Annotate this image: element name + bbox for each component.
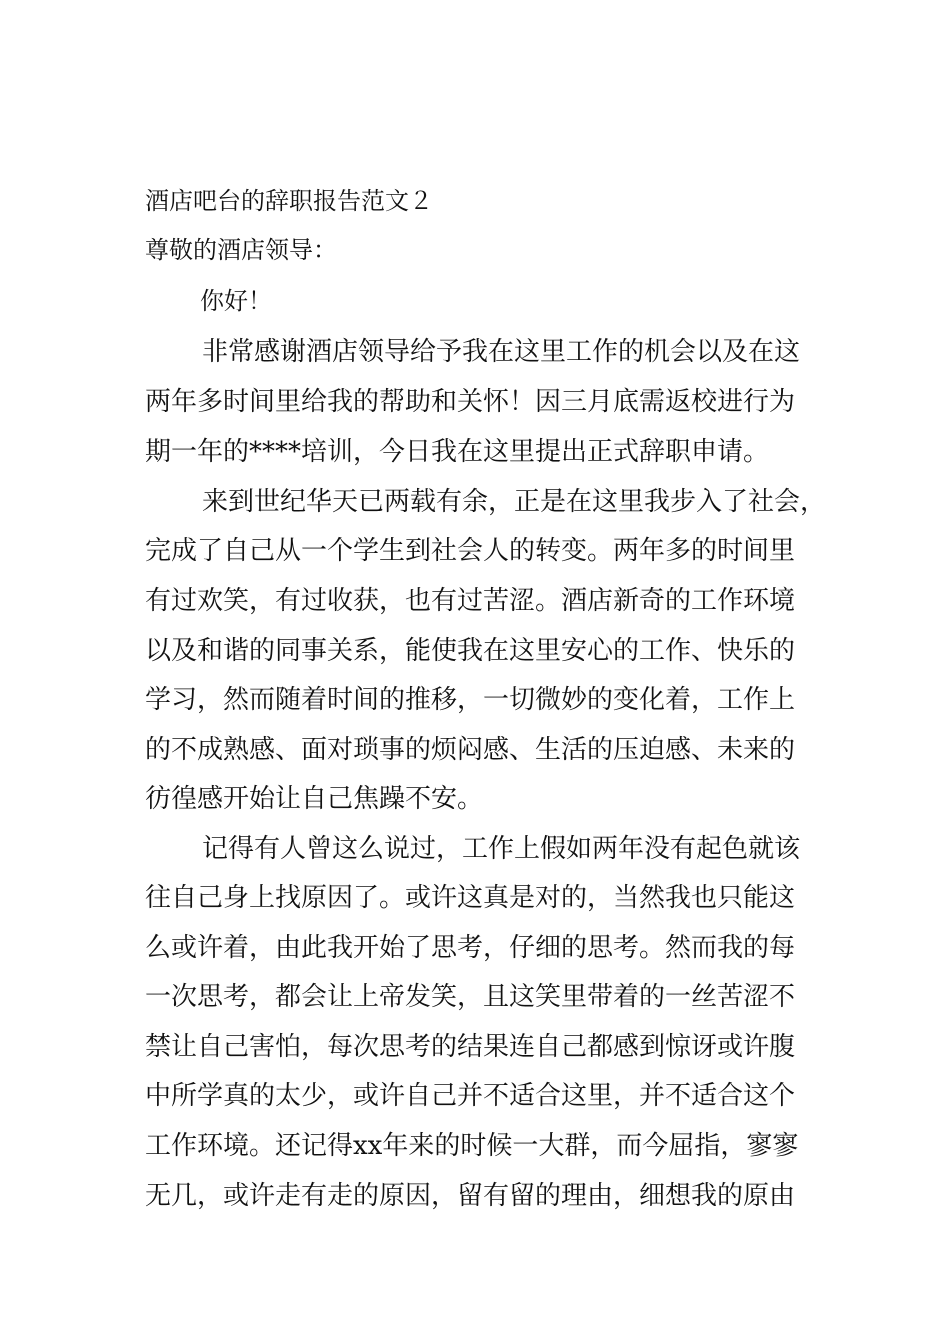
- body-line: 彷徨感开始让自己焦躁不安。: [145, 784, 484, 814]
- body-line: 以及和谐的同事关系，能使我在这里安心的工作、快乐的: [145, 636, 796, 666]
- body-line: 工作环境。还记得xx年来的时候一大群，而今屈指，寥寥: [145, 1131, 799, 1161]
- salutation: 尊敬的酒店领导：: [145, 236, 337, 264]
- hello-line: 你好！: [200, 287, 272, 315]
- body-line: 一次思考，都会让上帝发笑，且这笑里带着的一丝苦涩不: [145, 982, 796, 1012]
- body-line: 期一年的****培训，今日我在这里提出正式辞职申请。: [145, 437, 770, 467]
- body-line: 两年多时间里给我的帮助和关怀！因三月底需返校进行为: [145, 387, 796, 417]
- body-line: 么或许着，由此我开始了思考，仔细的思考。然而我的每: [145, 933, 796, 963]
- document-title: 酒店吧台的辞职报告范文２: [145, 187, 433, 215]
- body-line: 中所学真的太少，或许自己并不适合这里，并不适合这个: [145, 1081, 796, 1111]
- body-line: 学习，然而随着时间的推移，一切微妙的变化着，工作上: [145, 685, 796, 715]
- body-line: 来到世纪华天已两载有余，正是在这里我步入了社会，: [202, 487, 827, 517]
- body-line: 的不成熟感、面对琐事的烦闷感、生活的压迫感、未来的: [145, 735, 796, 765]
- body-line: 记得有人曾这么说过，工作上假如两年没有起色就该: [202, 834, 801, 864]
- body-line: 有过欢笑，有过收获，也有过苦涩。酒店新奇的工作环境: [145, 586, 796, 616]
- body-line: 完成了自己从一个学生到社会人的转变。两年多的时间里: [145, 536, 796, 566]
- body-line: 禁让自己害怕，每次思考的结果连自己都感到惊讶或许腹: [145, 1032, 796, 1062]
- body-line: 非常感谢酒店领导给予我在这里工作的机会以及在这: [202, 337, 801, 367]
- body-line: 无几，或许走有走的原因，留有留的理由，细想我的原由: [145, 1181, 796, 1211]
- body-line: 往自己身上找原因了。或许这真是对的，当然我也只能这: [145, 883, 796, 913]
